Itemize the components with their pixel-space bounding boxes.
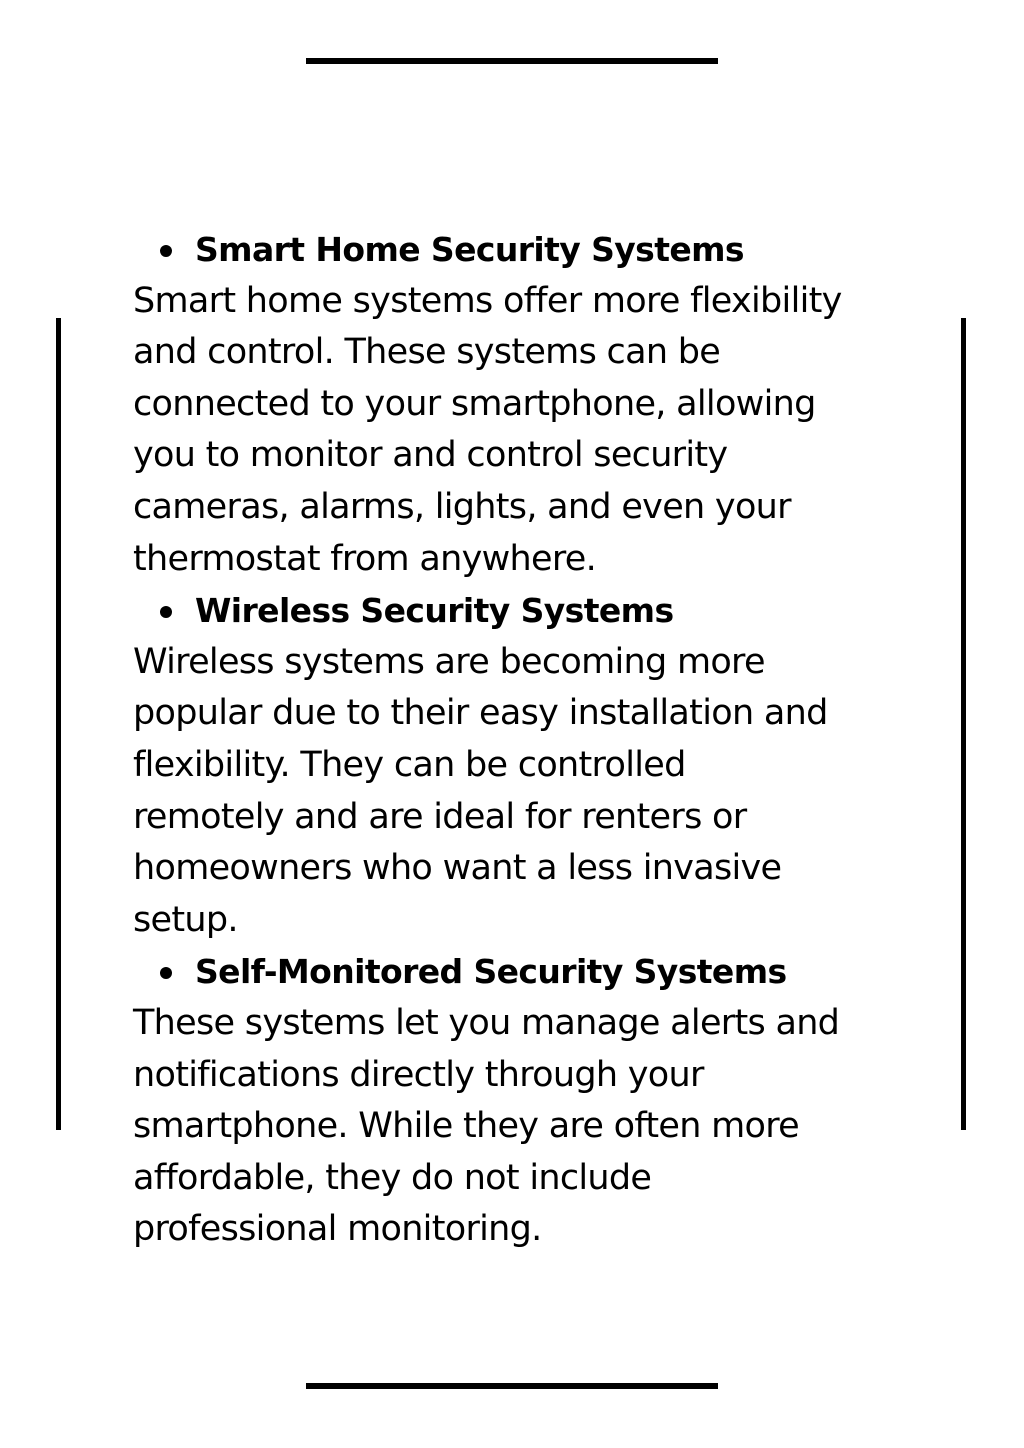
- paragraph-line: thermostat from anywhere.: [133, 538, 597, 579]
- paragraph-line: cameras, alarms, lights, and even your: [133, 486, 791, 527]
- paragraph-line: Smart home systems offer more flexibility: [133, 280, 842, 321]
- paragraph-line: setup.: [133, 899, 238, 940]
- paragraph-line: affordable, they do not include: [133, 1157, 652, 1198]
- section-heading-text: Wireless Security Systems: [195, 591, 674, 631]
- paragraph-line: flexibility. They can be controlled: [133, 744, 686, 785]
- section-heading: [133, 224, 923, 276]
- section-self-monitored: [133, 946, 923, 1256]
- section-heading-text: Self-Monitored Security Systems: [195, 952, 787, 992]
- left-border-line: [56, 318, 61, 1130]
- section-smart-home: [133, 224, 923, 585]
- paragraph-line: Wireless systems are becoming more: [133, 641, 765, 682]
- bullet-icon: [160, 606, 172, 618]
- top-divider: [306, 58, 718, 64]
- paragraph-line: homeowners who want a less invasive: [133, 848, 782, 889]
- document-body: [133, 224, 923, 1256]
- section-heading: [133, 585, 923, 637]
- paragraph-line: and control. These systems can be: [133, 332, 721, 373]
- paragraph-line: connected to your smartphone, allowing: [133, 383, 816, 424]
- paragraph-line: you to monitor and control security: [133, 435, 728, 476]
- section-heading: [133, 946, 923, 998]
- paragraph-line: smartphone. While they are often more: [133, 1106, 800, 1147]
- paragraph-line: popular due to their easy installation and: [133, 693, 828, 734]
- paragraph-line: notifications directly through your: [133, 1054, 704, 1095]
- section-wireless: [133, 585, 923, 946]
- bottom-divider: [306, 1383, 718, 1389]
- section-heading-text: Smart Home Security Systems: [195, 230, 744, 269]
- bullet-icon: [160, 967, 172, 979]
- paragraph-line: professional monitoring.: [133, 1209, 542, 1250]
- right-border-line: [961, 318, 966, 1130]
- paragraph-line: These systems let you manage alerts and: [133, 1002, 840, 1043]
- paragraph-line: remotely and are ideal for renters or: [133, 796, 747, 837]
- bullet-icon: [160, 245, 172, 257]
